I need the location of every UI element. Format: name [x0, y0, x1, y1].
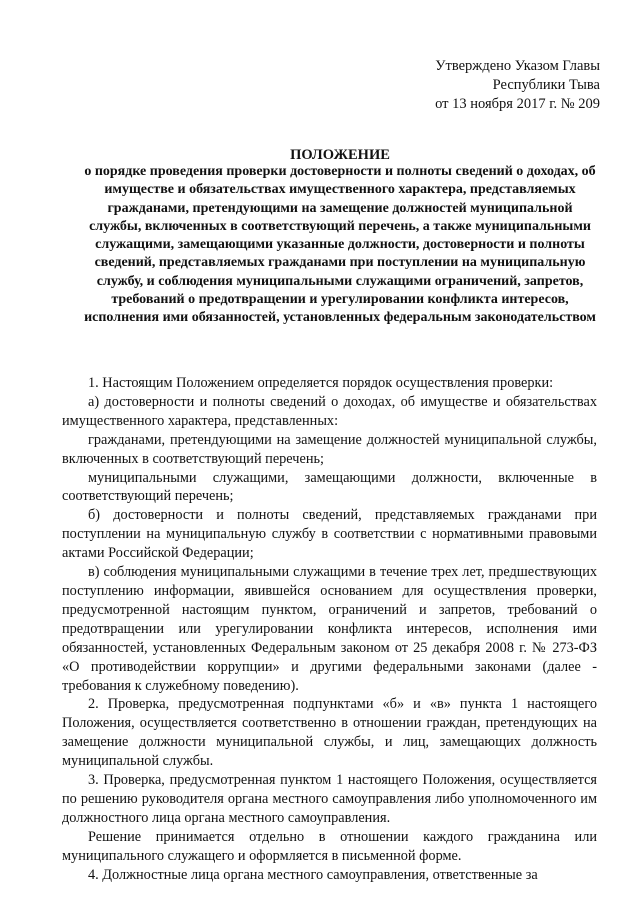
paragraph: 4. Должностные лица органа местного самоуправления, ответственные за	[88, 866, 538, 883]
document-subtitle: о порядке проведения проверки достоверности и полноты сведений о доходах, об имуществе и обязательствах имущественного характера, представляемых гражданами, претендующими на замещение должностей муниципальной службы, включенных в соответствующий перечень, а также муниципальными служащими, замещающими указанные должности, достоверности и полноты сведений, представляемых гражданами при поступлении на муниципальную службу, и соблюдения муниципальными служащими ограничений, запретов, требований о предотвращении и урегулировании конфликта интересов, исполнения ими обязанностей, установленных федеральным законодательством	[84, 164, 596, 326]
paragraph: в) соблюдения муниципальными служащими в течение трех лет, предшествующих поступлению информации, явившейся основанием для осуществления проверки, предусмотренной настоящим пунктом, ограничений и запретов, требований о предотвращении или урегулировании конфликта интересов, исполнения ими обязанностей, установленных Федеральным законом от 25 декабря 2008 г. № 273-ФЗ «О противодействии коррупции» и другими федеральными законами (далее - требования к служебному поведению).	[62, 564, 597, 694]
document-body	[62, 374, 597, 884]
paragraph: муниципальными служащими, замещающими должности, включенные в соответствующий перечень;	[62, 469, 597, 505]
paragraph: Решение принимается отдельно в отношении каждого гражданина или муниципального служащего и оформляется в письменной форме.	[62, 828, 597, 864]
approval-line: Утверждено Указом Главы	[435, 58, 600, 74]
document-title: ПОЛОЖЕНИЕ	[290, 147, 390, 163]
paragraph: а) достоверности и полноты сведений о доходах, об имуществе и обязательствах имущественного характера, представленных:	[62, 393, 597, 429]
paragraph: 3. Проверка, предусмотренная пунктом 1 настоящего Положения, осуществляется по решению руководителя органа местного самоуправления либо уполномоченного им должностного лица органа местного самоуправления.	[62, 772, 597, 826]
paragraph: б) достоверности и полноты сведений, представляемых гражданами при поступлении на муниципальную службу в соответствии с нормативными правовыми актами Российской Федерации;	[62, 507, 597, 562]
approval-line: от 13 ноября 2017 г. № 209	[435, 96, 600, 112]
paragraph: 2. Проверка, предусмотренная подпунктами «б» и «в» пункта 1 настоящего Положения, осуществляется соответственно в отношении граждан, претендующих на замещение должности муниципальной службы, и лиц, замещающих должность муниципальной службы.	[62, 696, 597, 770]
paragraph: гражданами, претендующими на замещение должностей муниципальной службы, включенных в соответствующий перечень;	[62, 431, 597, 467]
approval-stamp	[400, 57, 600, 114]
paragraph: 1. Настоящим Положением определяется порядок осуществления проверки:	[88, 375, 554, 391]
approval-line: Республики Тыва	[492, 77, 600, 93]
